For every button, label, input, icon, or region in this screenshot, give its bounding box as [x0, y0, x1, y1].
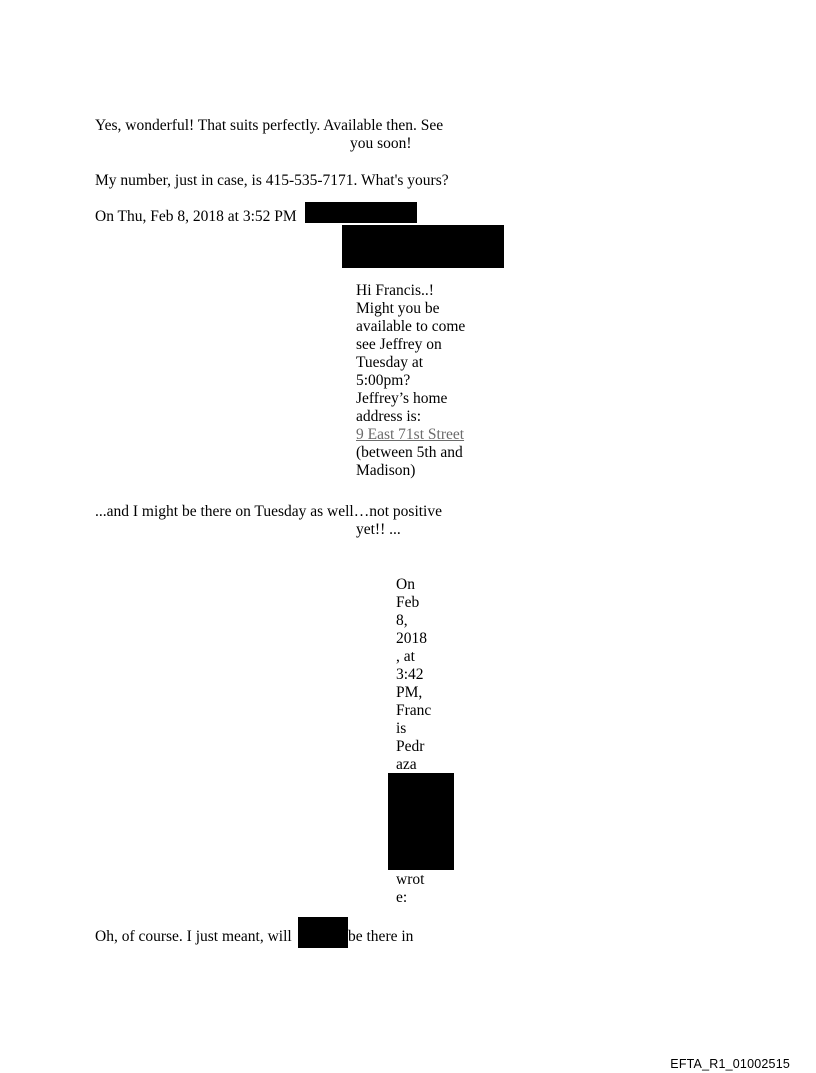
document-id-footer: EFTA_R1_01002515 — [670, 1057, 790, 1071]
last-line-end: be there in — [348, 928, 414, 945]
reply-line-2: you soon! — [350, 135, 412, 152]
wrote-label — [396, 871, 456, 907]
narrow-quote-line: is — [396, 720, 407, 737]
phone-number-line: My number, just in case, is 415-535-7171. What's yours? — [95, 172, 449, 189]
narrow-quote-line: Franc — [396, 702, 432, 719]
quote-header: On Thu, Feb 8, 2018 at 3:52 PM — [95, 208, 297, 225]
narrow-quote-header — [396, 576, 456, 774]
narrow-quote-line: PM, — [396, 684, 423, 701]
redaction-box — [298, 917, 348, 948]
quoted-message — [356, 282, 496, 480]
narrow-quote-line: 8, — [396, 612, 408, 629]
narrow-quote-line: , at — [396, 648, 415, 665]
redaction-box — [305, 202, 417, 223]
redaction-box — [342, 225, 504, 268]
tuesday-line-1: ...and I might be there on Tuesday as well…not positive — [95, 503, 442, 520]
last-line-start: Oh, of course. I just meant, will — [95, 928, 292, 945]
message-line: see Jeffrey on — [356, 336, 442, 353]
narrow-quote-line: aza — [396, 756, 417, 773]
message-line: 5:00pm? — [356, 372, 411, 389]
message-line: Might you be — [356, 300, 440, 317]
message-line: Madison) — [356, 462, 416, 479]
narrow-quote-line: 2018 — [396, 630, 427, 647]
wrote-line: wrot — [396, 871, 425, 888]
narrow-quote-line: On — [396, 576, 415, 593]
address-link[interactable]: 9 East 71st Street — [356, 426, 465, 443]
message-line: Tuesday at — [356, 354, 424, 371]
wrote-line: e: — [396, 889, 408, 906]
message-line: Jeffrey’s home — [356, 390, 448, 407]
tuesday-line-2: yet!! ... — [356, 521, 401, 538]
reply-line-1: Yes, wonderful! That suits perfectly. Available then. See — [95, 117, 444, 134]
message-line: Hi Francis..! — [356, 282, 434, 299]
message-line: (between 5th and — [356, 444, 463, 461]
narrow-quote-line: 3:42 — [396, 666, 424, 683]
narrow-quote-line: Pedr — [396, 738, 425, 755]
narrow-quote-line: Feb — [396, 594, 420, 611]
message-line: address is: — [356, 408, 422, 425]
message-line: available to come — [356, 318, 466, 335]
redaction-box — [388, 773, 454, 870]
